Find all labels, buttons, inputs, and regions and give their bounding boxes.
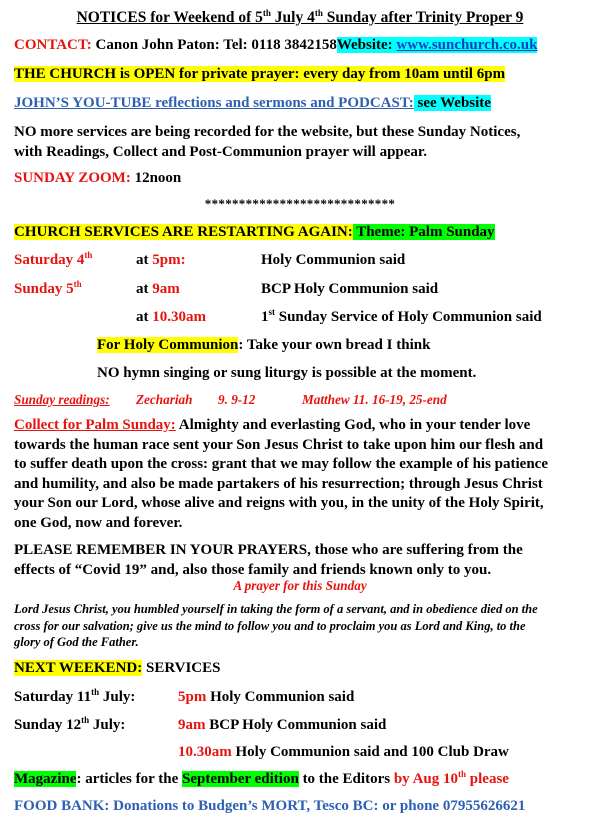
next-weekend-line: NEXT WEEKEND: SERVICES: [14, 660, 221, 676]
service-time: at 9am: [136, 281, 180, 297]
youtube-link[interactable]: JOHN’S YOU-TUBE reflections and sermons and PODCAST:: [14, 95, 414, 111]
zoom-line: SUNDAY ZOOM: 12noon: [14, 170, 182, 186]
remember-paragraph: PLEASE REMEMBER IN YOUR PRAYERS, those who are suffering from the effects of “Covid 19” and, also those family and friends known only to you.: [14, 542, 523, 578]
magazine-line: Magazine: articles for the September edition to the Editors by Aug 10th please: [14, 769, 509, 787]
theme-badge: Theme: Palm Sunday: [352, 224, 495, 240]
collect-label: Collect for Palm Sunday:: [14, 417, 176, 433]
service-desc: BCP Holy Communion said: [261, 281, 439, 297]
service-time: at 5pm:: [136, 252, 186, 268]
contact-text: Canon John Paton: Tel: 0118 3842158: [91, 37, 337, 53]
service-desc: Holy Communion said: [261, 252, 406, 268]
holy-communion-note: For Holy Communion: Take your own bread I think: [97, 337, 431, 353]
service-day: Saturday 4th: [14, 250, 93, 268]
service-time: at 10.30am: [136, 309, 206, 325]
next-service: 10.30am Holy Communion said and 100 Club Draw: [178, 744, 509, 760]
next-service-day: Saturday 11th July:: [14, 687, 136, 705]
no-hymn-note: NO hymn singing or sung liturgy is possible at the moment.: [97, 365, 477, 381]
church-open-line: THE CHURCH is OPEN for private prayer: every day from 10am until 6pm: [14, 66, 506, 82]
food-bank-line: FOOD BANK: Donations to Budgen’s MORT, Tesco BC: or phone 07955626621: [14, 798, 526, 814]
next-service-day: Sunday 12th July:: [14, 715, 126, 733]
readings-line: [14, 390, 110, 409]
separator: ****************************: [204, 196, 396, 211]
prayer-heading: A prayer for this Sunday: [233, 578, 367, 593]
page-title: NOTICES for Weekend of 5th July 4th Sunday after Trinity Proper 9: [76, 7, 524, 26]
contact-line: [14, 36, 537, 55]
prayer-text: Lord Jesus Christ, you humbled yourself in taking the form of a servant, and in obedience died on the cross for our salvation; give us the mind to follow you and to proclaim you as Lord and King, to the glory of God the Father.: [14, 602, 538, 649]
first-reading: Zechariah: [136, 392, 193, 407]
no-more-paragraph: NO more services are being recorded for the website, but these Sunday Notices, with Readings, Collect and Post-Communion prayer will appear.: [14, 124, 521, 160]
youtube-line: [14, 94, 491, 113]
service-day: Sunday 5th: [14, 279, 82, 297]
service-desc: 1st Sunday Service of Holy Communion said: [261, 307, 542, 325]
website-highlight: Website: www.sunchurch.co.uk: [336, 37, 538, 53]
next-service: 5pm Holy Communion said: [178, 689, 355, 705]
see-website: see Website: [413, 95, 491, 111]
contact-label: CONTACT:: [14, 37, 92, 53]
first-reading-ref: 9. 9-12: [218, 392, 256, 407]
readings-label: Sunday readings:: [14, 392, 110, 407]
website-link[interactable]: www.sunchurch.co.uk: [396, 37, 538, 53]
second-reading: Matthew 11. 16-19, 25-end: [302, 392, 447, 407]
restarting-line: CHURCH SERVICES ARE RESTARTING AGAIN: Theme: Palm Sunday: [14, 224, 495, 240]
collect-paragraph: Collect for Palm Sunday: Almighty and everlasting God, who in your tender love towards the human race sent your Son Jesus Christ to take upon him our flesh and to suffer death upon the cross: grant that we may follow the example of his patience and humility, and also be made partakers of his resurrection; through Jesus Christ your Son our Lord, whose alive and reigns with you, in the unity of the Holy Spirit, one God, now and forever.: [14, 417, 548, 531]
next-service: 9am BCP Holy Communion said: [178, 717, 387, 733]
